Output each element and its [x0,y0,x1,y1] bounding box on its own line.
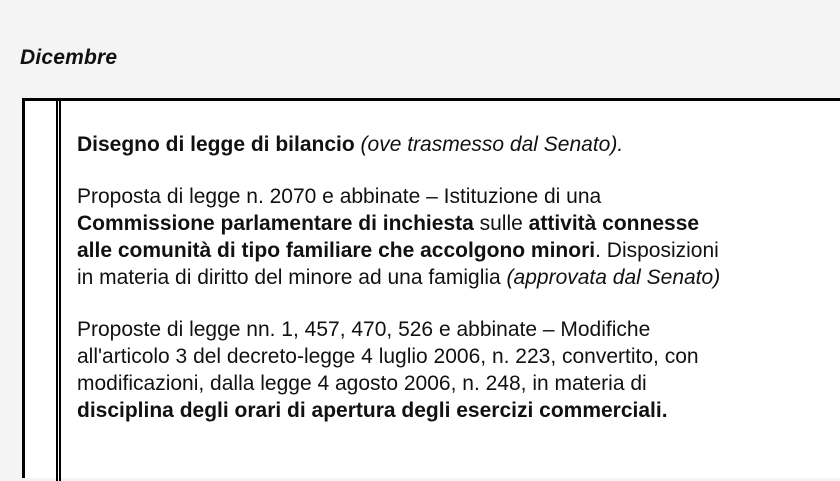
agenda-item-line [77,131,840,158]
table-content-column [56,101,840,481]
bold-text: attività connesse [528,212,700,235]
bold-text: alle comunità di tipo familiare che accolgono minori [77,239,596,262]
bold-text: disciplina degli orari di apertura degli esercizi commerciali. [77,399,668,422]
agenda-item [77,316,840,424]
agenda-item [77,183,840,291]
body-text: Proposta di legge n. 2070 e abbinate – Istituzione di una [77,185,602,208]
schedule-table [22,98,840,478]
agenda-item-line [77,183,840,210]
body-text: sulle [473,212,529,235]
agenda-item-line [77,237,840,264]
agenda-item-line [77,264,840,291]
agenda-item-line [77,370,840,397]
body-text: all'articolo 3 del decreto-legge 4 luglio 2006, n. 223, convertito, con [77,345,699,368]
agenda-item-line [77,210,840,237]
italic-note: (approvata dal Senato) [506,266,721,289]
bold-text: Disegno di legge di bilancio [77,133,355,156]
bold-text: Commissione parlamentare di inchiesta [77,212,474,235]
agenda-item-line [77,397,840,424]
body-text: in materia di diritto del minore ad una famiglia [77,266,507,289]
body-text: . Disposizioni [595,239,719,262]
italic-note: (ove trasmesso dal Senato). [360,133,624,156]
body-text: modificazioni, dalla legge 4 agosto 2006, n. 248, in materia di [77,372,647,395]
body-text: Proposte di legge nn. 1, 457, 470, 526 e abbinate – Modifiche [77,318,651,341]
agenda-cell [77,131,840,449]
agenda-item-line [77,316,840,343]
month-heading: Dicembre [20,46,118,69]
agenda-item-line [77,343,840,370]
agenda-item [77,131,840,158]
